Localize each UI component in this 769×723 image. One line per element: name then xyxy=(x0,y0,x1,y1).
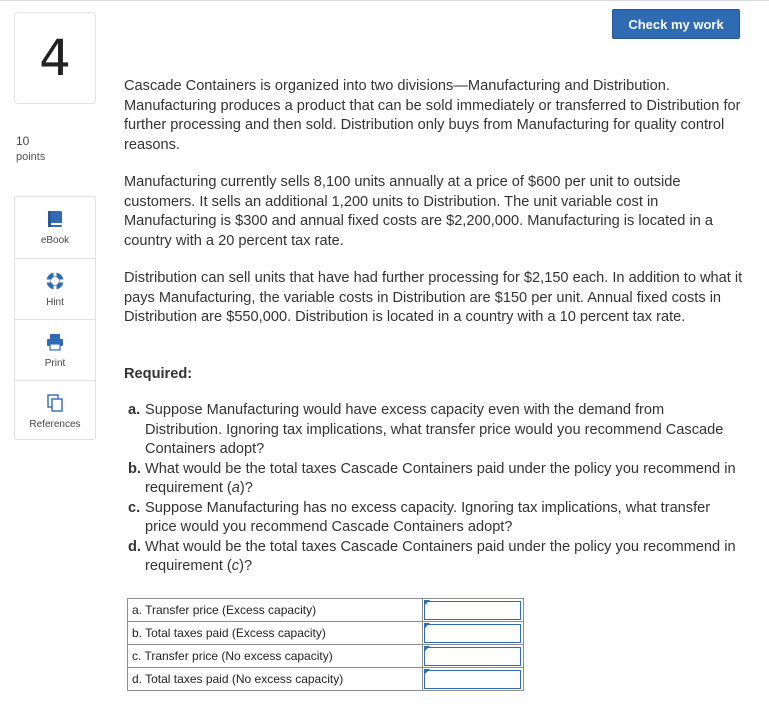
table-row xyxy=(128,645,524,668)
question-number: 4 xyxy=(39,29,71,87)
requirement-text-main: What would be the total taxes Cascade Containers paid under the policy you recommend in requirement ( xyxy=(145,538,736,574)
problem-paragraph-2: Manufacturing currently sells 8,100 units annually at a price of $600 per unit to outside customers. It sells an additional 1,200 units to Distribution. The unit variable cost in Manufacturing is $300 and annual fixed costs are $2,200,000. Manufacturing is located in a country with a 20 percent tax rate. xyxy=(124,174,713,249)
references-button[interactable] xyxy=(15,380,95,441)
hint-label: Hint xyxy=(46,297,64,308)
book-icon xyxy=(45,209,65,229)
table-row xyxy=(128,668,524,691)
requirement-text-end: )? xyxy=(239,480,253,496)
requirement-text-main: What would be the total taxes Cascade Containers paid under the policy you recommend in requirement ( xyxy=(145,460,736,496)
answer-cell xyxy=(423,599,524,622)
requirement-reference: c xyxy=(231,558,240,574)
requirement-marker: c. xyxy=(128,499,141,516)
requirement-marker: b. xyxy=(128,460,141,477)
check-my-work-button[interactable]: Check my work xyxy=(612,9,740,39)
row-label: c. Transfer price (No excess capacity) xyxy=(128,645,423,668)
requirement-marker: d. xyxy=(128,538,141,555)
row-label: d. Total taxes paid (No excess capacity) xyxy=(128,668,423,691)
requirement-reference: a xyxy=(231,480,240,496)
requirement-marker: a. xyxy=(128,402,141,418)
transfer-price-no-excess-input[interactable] xyxy=(424,647,521,666)
requirement-text xyxy=(145,460,744,499)
top-divider xyxy=(0,0,769,1)
taxes-no-excess-input[interactable] xyxy=(424,670,521,689)
tools-panel xyxy=(14,196,96,440)
references-label: References xyxy=(29,419,81,430)
requirement-text xyxy=(145,538,744,577)
problem-paragraph-3: Distribution can sell units that have had further processing for $2,150 each. In addition to what it pays Manufacturing, the variable costs in Distribution are $150 per unit. Annual fixed costs in Distribution are $550,000. Distribution is located in a country with a 10 percent tax rate. xyxy=(124,270,743,325)
ebook-button[interactable] xyxy=(15,197,95,258)
requirement-text: Suppose Manufacturing would have excess capacity even with the demand from Distribution. Ignoring tax implications, what transfer price would you recommend Cascade Containers adopt? xyxy=(145,402,724,457)
documents-icon xyxy=(45,393,65,413)
requirement-text-end: )? xyxy=(239,558,253,574)
requirements-list xyxy=(128,401,744,577)
print-button[interactable] xyxy=(15,319,95,380)
ebook-label: eBook xyxy=(40,235,70,246)
printer-icon xyxy=(45,332,65,352)
row-label: a. Transfer price (Excess capacity) xyxy=(128,599,423,622)
row-label: b. Total taxes paid (Excess capacity) xyxy=(128,622,423,645)
requirement-b xyxy=(128,460,744,499)
print-label: Print xyxy=(44,358,66,369)
answer-cell xyxy=(423,622,524,645)
lifebuoy-icon xyxy=(45,271,65,291)
answer-table xyxy=(127,598,524,691)
transfer-price-excess-input[interactable] xyxy=(424,601,521,620)
table-row xyxy=(128,599,524,622)
requirement-c xyxy=(128,499,744,538)
requirement-a xyxy=(128,401,744,460)
points-value: 10 xyxy=(16,134,30,148)
points-label: points xyxy=(16,151,46,163)
taxes-excess-input[interactable] xyxy=(424,624,521,643)
answer-cell xyxy=(423,645,524,668)
answer-cell xyxy=(423,668,524,691)
requirement-text: Suppose Manufacturing has no excess capacity. Ignoring tax implications, what transfer price would you recommend Cascade Containers adopt? xyxy=(145,499,711,535)
requirement-d xyxy=(128,538,744,577)
question-number-box xyxy=(14,12,96,104)
hint-button[interactable] xyxy=(15,258,95,319)
table-row xyxy=(128,622,524,645)
required-heading: Required: xyxy=(124,366,193,382)
problem-paragraph-1: Cascade Containers is organized into two divisions—Manufacturing and Distribution. Manufacturing produces a product that can be sold immediately or transferred to Distribution for further processing and then sold. Distribution only buys from Manufacturing for quality control reasons. xyxy=(124,78,741,153)
